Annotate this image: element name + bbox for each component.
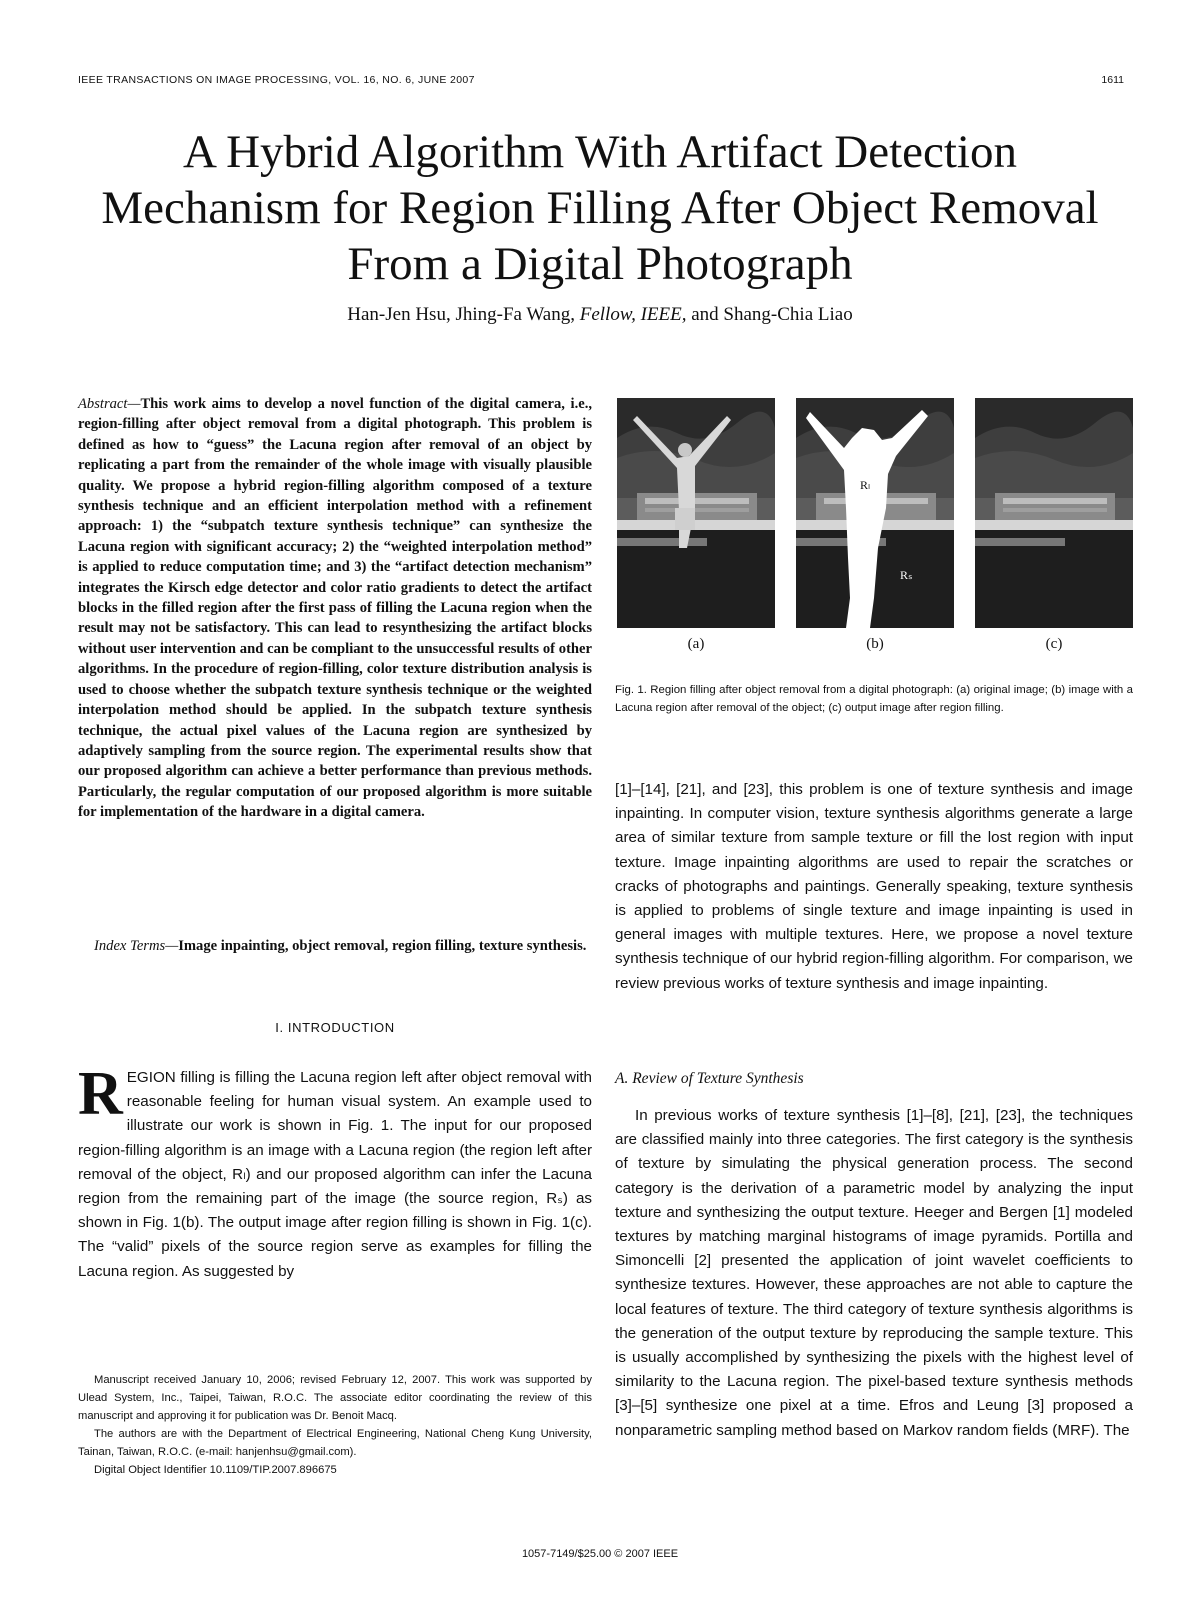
lacuna-region-label: Rₗ (860, 478, 870, 492)
figure-caption: Fig. 1. Region filling after object removal from a digital photograph: (a) original image; (b) image with a Lacuna region after removal of the object; (c) output image after region filling. (615, 684, 1133, 714)
author-line (80, 304, 1120, 326)
figure-panel-b-image (796, 398, 954, 628)
figure-panel-a-label: (a) (687, 636, 705, 652)
drop-cap: R (78, 1060, 123, 1128)
section-heading-introduction: I. INTRODUCTION (275, 1020, 395, 1035)
figure-panel-b-label: (b) (866, 636, 884, 652)
figure-panel-c-label: (c) (1045, 636, 1063, 652)
figure-panel-a-image (617, 398, 775, 628)
source-region-label: Rₛ (900, 568, 913, 582)
footnote-affiliation: The authors are with the Department of Electrical Engineering, National Cheng Kung University, Tainan, Taiwan, R.O.C. (e-mail: hanjenhsu@gmail.com). (78, 1428, 592, 1458)
author-names-tail: and Shang-Chia Liao (691, 304, 853, 325)
paper-title: A Hybrid Algorithm With Artifact Detection Mechanism for Region Filling After Object Removal From a Digital Photograph (101, 126, 1099, 290)
index-terms-text: Image inpainting, object removal, region filling, texture synthesis. (178, 938, 587, 954)
subsection-heading: A. Review of Texture Synthesis (615, 1070, 804, 1087)
figure-1 (617, 398, 1133, 660)
footnote-doi: Digital Object Identifier 10.1109/TIP.2007.896675 (94, 1464, 337, 1476)
index-terms-lead: Index Terms— (94, 938, 179, 954)
author-names: Han-Jen Hsu, Jhing-Fa Wang, (347, 304, 575, 325)
page-number: 1611 (1101, 74, 1124, 86)
abstract-text: This work aims to develop a novel function of the digital camera, i.e., region-filling after object removal from a digital photograph. This problem is defined as how to “guess” the Lacuna region after removal of an object by replicating a part from the remainder of the whole image with visually plausible quality. We propose a hybrid region-filling algorithm composed of a texture synthesis technique and an efficient interpolation method with a refinement approach: 1) the “subpatch texture synthesis technique” can synthesize the Lacuna region with significant accuracy; 2) the “weighted interpolation method” is applied to reduce computation time; and 3) the “artifact detection mechanism” integrates the Kirsch edge detector and color ratio gradients to detect the artifact blocks in the filled region after the first pass of filling the Lacuna region when the result may not be satisfactory. This can lead to resynthesizing the artifact blocks without user intervention and can be compliant to the unsuccessful results of other algorithms. In the procedure of region-filling, color texture distribution analysis is used to choose whether the subpatch texture synthesis technique or the weighted interpolation method should be applied. In the subpatch texture synthesis technique, the actual pixel values of the Lacuna region are synthesized by adaptively sampling from the source region. The experimental results show that our proposed algorithm can achieve a better performance than previous methods. Particularly, the regular computation of our proposed algorithm is more suitable for implementation of the hardware in a digital camera. (78, 396, 592, 821)
footnote-manuscript: Manuscript received January 10, 2006; revised February 12, 2007. This work was supported by Ulead System, Inc., Taipei, Taiwan, R.O.C. The associate editor coordinating the review of this manuscript and approving it for publication was Dr. Benoit Macq. (78, 1374, 592, 1422)
author-fellow-title: Fellow, IEEE, (579, 304, 687, 325)
index-terms (78, 936, 592, 956)
introduction-paragraph (78, 1060, 592, 1284)
right-column-paragraph-1: [1]–[14], [21], and [23], this problem is one of texture synthesis and image inpainting. In computer vision, texture synthesis algorithms generate a large area of similar texture from sample texture or fill the lost region with input texture. Image inpainting algorithms are used to repair the scratches or cracks of photographs and paintings. Generally speaking, texture synthesis is applied to problems of single texture and image inpainting is used in general images with multiple textures. Here, we propose a novel texture synthesis technique of our hybrid region-filling algorithm. For comparison, we review previous works of texture synthesis and image inpainting. (615, 781, 1133, 992)
copyright-line: 1057-7149/$25.00 © 2007 IEEE (521, 1548, 679, 1560)
figure-panel-c-image (975, 398, 1133, 628)
abstract-lead: Abstract— (78, 396, 141, 412)
introduction-text: EGION filling is filling the Lacuna region left after object removal with reasonable feeling for human visual system. An example used to illustrate our work is shown in Fig. 1. The input for our proposed region-filling algorithm is an image with a Lacuna region (the region left after removal of the object, Rₗ) and our proposed algorithm can infer the Lacuna region from the remaining part of the image (the source region, Rₛ) as shown in Fig. 1(b). The output image after region filling is shown in Fig. 1(c). The “valid” pixels of the source region serve as examples for filling the Lacuna region. As suggested by (78, 1069, 592, 1280)
right-column-paragraph-2: In previous works of texture synthesis [1]–[8], [21], [23], the techniques are classified mainly into three categories. The first category is the synthesis of texture by simulating the physical generation process. The second category is the derivation of a parametric model by analyzing the input texture and synthesizing the output texture. Heeger and Bergen [1] modeled textures by matching marginal histograms of image pyramids. Portilla and Simoncelli [2] presented the application of joint wavelet coefficients to synthesize textures. However, these approaches are not able to capture the local features of texture. The third category of texture synthesis algorithms is the generation of the output texture by reproducing the sample texture. This is usually accomplished by synthesizing the pixels with the highest level of similarity to the Lacuna region. The pixel-based texture synthesis methods [3]–[5] synthesize one pixel at a time. Efros and Leung [3] proposed a nonparametric sampling method based on Markov random fields (MRF). The (615, 1107, 1133, 1439)
footnote (78, 1371, 592, 1479)
running-head: IEEE TRANSACTIONS ON IMAGE PROCESSING, VOL. 16, NO. 6, JUNE 2007 (78, 74, 475, 86)
abstract (78, 394, 592, 823)
